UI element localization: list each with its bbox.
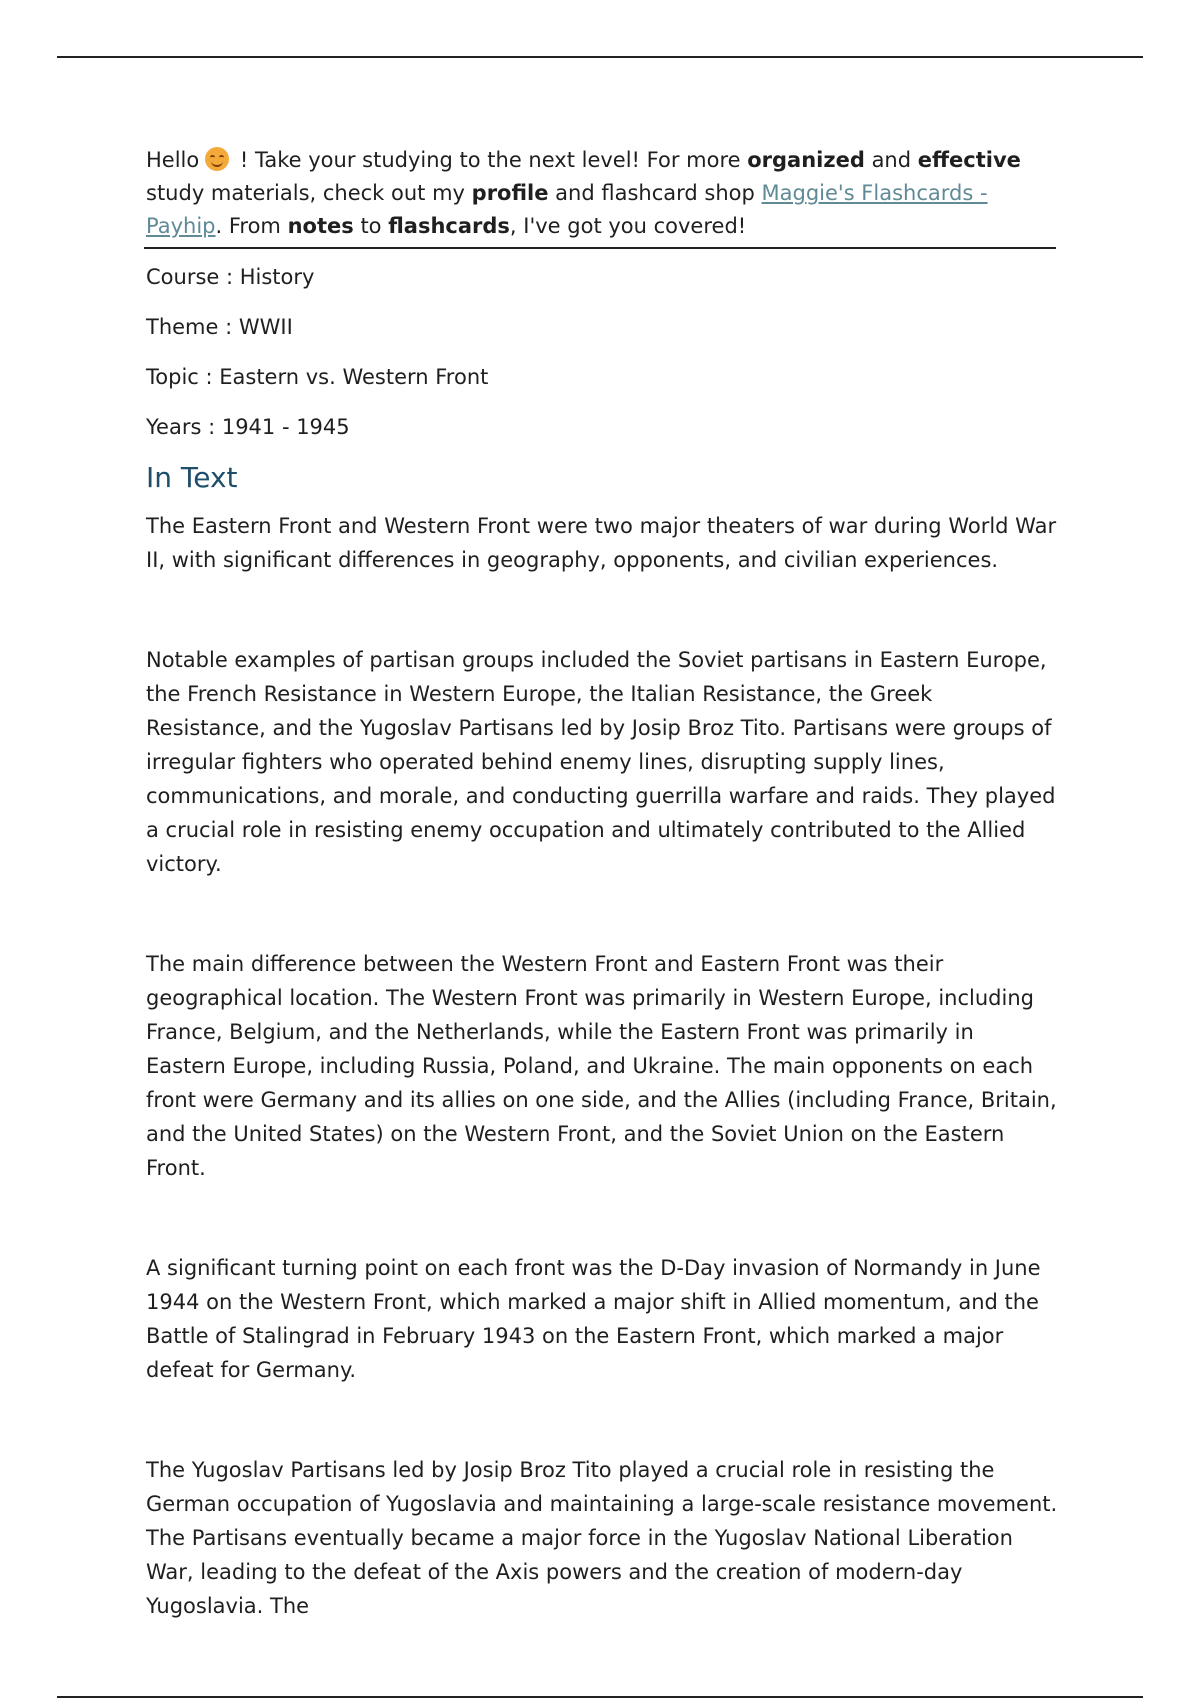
intro-and: and [871,148,912,172]
intro-text-2: study materials, check out my [146,181,465,205]
intro-covered: , I've got you covered! [509,214,747,238]
intro-effective: effective [917,148,1021,172]
paragraph-4: A significant turning point on each front was the D-Day invasion of Normandy in June 1944 on the Western Front, which marked a major shift in Allied momentum, and the Battle of Stalingrad in February 1943 on the Eastern Front, which marked a major defeat for Germany. [146,1256,1041,1382]
smiling-face-icon [205,147,229,171]
intro-paragraph [146,144,1058,247]
footer-rule [57,1696,1143,1698]
document-body [146,144,1058,1689]
course-line: Course : History [146,265,315,289]
paragraph-5: The Yugoslav Partisans led by Josip Broz Tito played a crucial role in resisting the German occupation of Yugoslavia and maintaining a large-scale resistance movement. The Partisans eventually became a major force in the Yugoslav National Liberation War, leading to the defeat of the Axis powers and the creation of modern-day Yugoslavia. The [146,1458,1058,1618]
intro-from: . From [215,214,281,238]
shop-link[interactable]: Maggie's Flashcards - Payhip [146,181,988,238]
section-heading: In Text [146,461,238,494]
paragraph-2: Notable examples of partisan groups included the Soviet partisans in Eastern Europe, the French Resistance in Western Europe, the Italian Resistance, the Greek Resistance, and the Yugoslav Partisans led by Josip Broz Tito. Partisans were groups of irregular fighters who operated behind enemy lines, disrupting supply lines, communications, and morale, and conducting guerrilla warfare and raids. They played a crucial role in resisting enemy occupation and ultimately contributed to the Allied victory. [146,648,1056,876]
theme-line: Theme : WWII [146,315,293,339]
paragraph-3: The main difference between the Western Front and Eastern Front was their geographical location. The Western Front was primarily in Western Europe, including France, Belgium, and the Netherlands, while the Eastern Front was primarily in Eastern Europe, including Russia, Poland, and Ukraine. The main opponents on each front were Germany and its allies on one side, and the Allies (including France, Britain, and the United States) on the Western Front, and the Soviet Union on the Eastern Front. [146,952,1057,1180]
header-rule [57,56,1143,58]
topic-line: Topic : Eastern vs. Western Front [146,365,489,389]
years-line: Years : 1941 - 1945 [146,415,350,439]
intro-hello: Hello [146,148,200,172]
intro-flashcards: flashcards [388,214,510,238]
intro-to: to [360,214,382,238]
paragraph-1: The Eastern Front and Western Front were two major theaters of war during World War II, with significant differences in geography, opponents, and civilian experiences. [146,514,1057,572]
intro-organized: organized [747,148,865,172]
intro-text-1: ! Take your studying to the next level! For more [239,148,741,172]
intro-notes: notes [287,214,354,238]
intro-divider [144,247,1056,249]
intro-profile: profile [471,181,549,205]
intro-text-3: and flashcard shop [555,181,755,205]
